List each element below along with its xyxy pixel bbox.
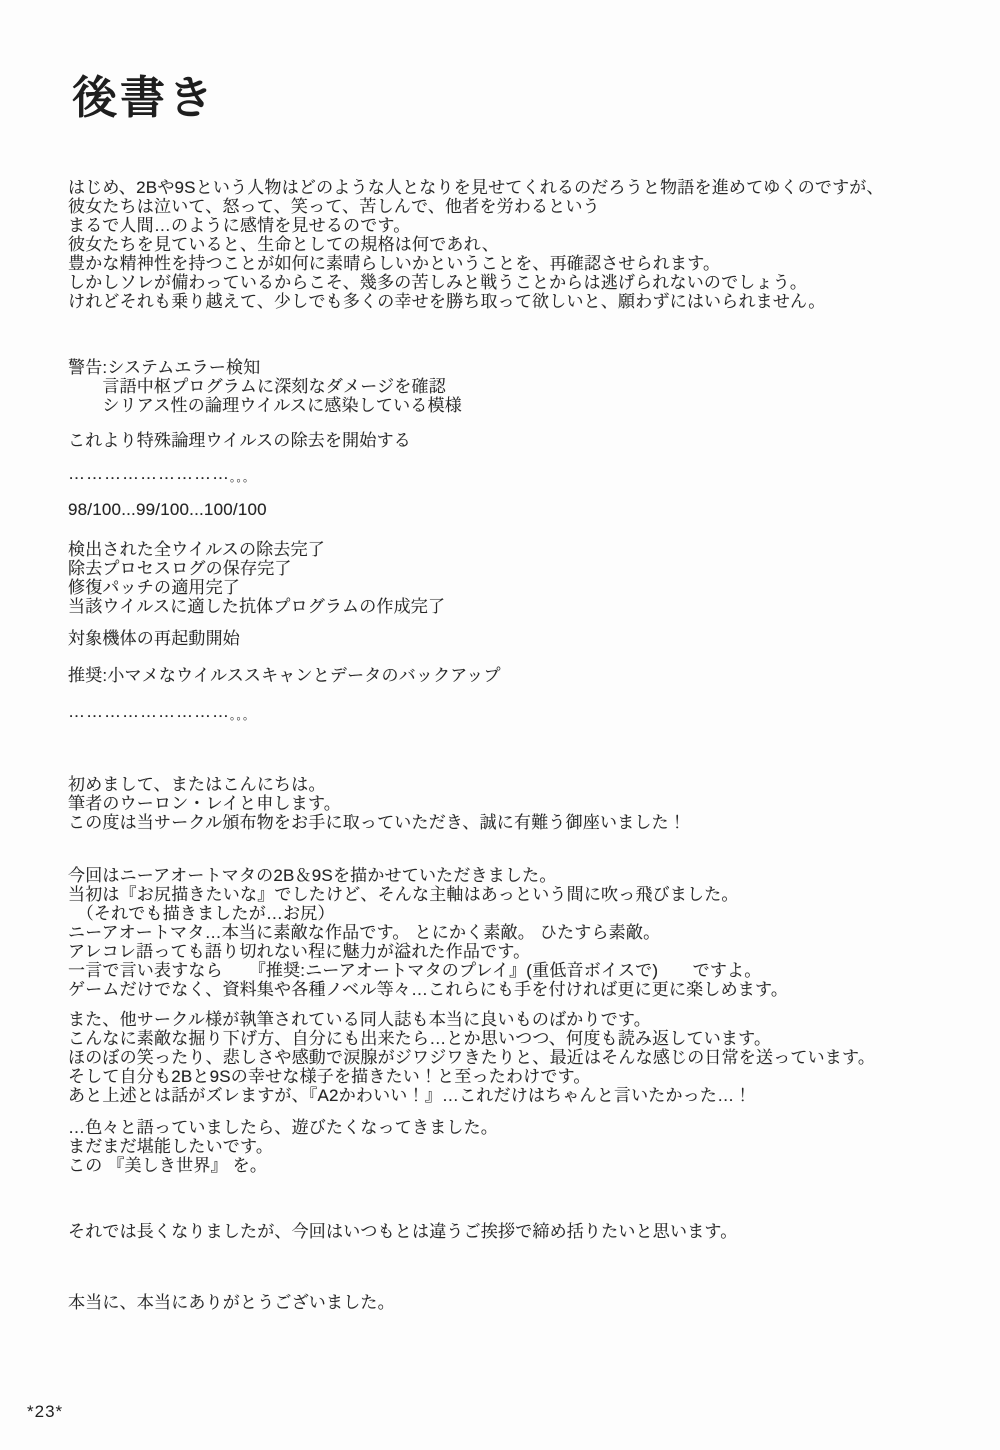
- work-comments: [68, 866, 788, 999]
- text-line: 言語中枢プログラムに深刻なダメージを確認: [68, 377, 446, 396]
- text-line: これより特殊論理ウイルスの除去を開始する: [68, 431, 411, 450]
- text-line: そして自分も2Bと9Sの幸せな様子を描きたい！と至ったわけです。: [68, 1067, 591, 1086]
- progress-trailing-circles: 。。。: [230, 710, 255, 722]
- play-desire: [68, 1118, 498, 1175]
- text-line: 豊かな精神性を持つことが如何に素晴らしいかということを、再確認させられます。: [68, 254, 721, 273]
- text-line: こんなに素敵な掘り下げ方、自分にも出来たら…とか思いつつ、何度も読み返しています。: [68, 1029, 772, 1048]
- text-line: アレコレ語っても語り切れない程に魅力が溢れた作品です。: [68, 942, 531, 961]
- page-number: *23*: [27, 1402, 64, 1421]
- text-line: この 『美しき世界』 を。: [68, 1156, 268, 1175]
- text-line: 対象機体の再起動開始: [68, 629, 240, 648]
- text-line: 彼女たちは泣いて、怒って、笑って、苦しんで、他者を労わるという: [68, 197, 600, 216]
- text-line: それでは長くなりましたが、今回はいつもとは違うご挨拶で締め括りたいと思います。: [68, 1222, 738, 1241]
- removal-complete-log: [68, 540, 445, 616]
- greeting: [68, 775, 686, 832]
- text-line: 初めまして、またはこんにちは。: [68, 775, 326, 794]
- text-line: 一言で言い表すなら 『推奨:ニーアオートマタのプレイ』(重低音ボイスで) ですよ。: [68, 961, 762, 980]
- reboot-start: [68, 629, 240, 648]
- progress-dots-2: [68, 702, 255, 724]
- progress-dots-1: [68, 464, 255, 486]
- text-line: ニーアオートマタ…本当に素敵な作品です。 とにかく素敵。 ひたすら素敵。: [68, 923, 661, 942]
- text-line: まるで人間…のように感情を見せるのです。: [68, 216, 411, 235]
- doujin-comments: [68, 1010, 875, 1105]
- progress-leader-dots: ………………………: [68, 702, 230, 721]
- text-line: …色々と語っていましたら、遊びたくなってきました。: [68, 1118, 498, 1137]
- text-line: 筆者のウーロン・レイと申します。: [68, 794, 341, 813]
- text-line: 本当に、本当にありがとうございました。: [68, 1293, 395, 1312]
- closing-remark: [68, 1222, 737, 1241]
- text-line: 当初は『お尻描きたいな』でしたけど、そんな主軸はあっという間に吹っ飛びました。: [68, 885, 739, 904]
- text-line: ほのぼの笑ったり、悲しさや感動で涙腺がジワジワきたりと、最近はそんな感じの日常を送っています。: [68, 1048, 876, 1067]
- text-line: 推奨:小マメなウイルススキャンとデータのバックアップ: [68, 666, 501, 685]
- text-line: また、他サークル様が執筆されている同人誌も本当に良いものばかりです。: [68, 1010, 651, 1029]
- text-line: けれどそれも乗り越えて、少しでも多くの幸せを勝ち取って欲しいと、願わずにはいられません。: [68, 292, 826, 311]
- text-line: しかしソレが備わっているからこそ、幾多の苦しみと戦うことからは逃げられないのでしょう。: [68, 273, 808, 292]
- text-line: はじめ、2Bや9Sという人物はどのような人となりを見せてくれるのだろうと物語を進めてゆくのですが、: [68, 178, 884, 197]
- system-warning: [68, 358, 462, 415]
- text-line: 修復パッチの適用完了: [68, 578, 240, 597]
- text-line: 当該ウイルスに適した抗体プログラムの作成完了: [68, 597, 446, 616]
- recommendation: [68, 666, 501, 685]
- page-title: 後書き: [72, 72, 217, 123]
- text-line: この度は当サークル頒布物をお手に取っていただき、誠に有難う御座いました！: [68, 813, 687, 832]
- thanks: [68, 1293, 395, 1312]
- text-line: ゲームだけでなく、資料集や各種ノベル等々…これらにも手を付ければ更に更に楽しめます。: [68, 980, 789, 999]
- text-line: まだまだ堪能したいです。: [68, 1137, 274, 1156]
- virus-removal-start: [68, 431, 411, 450]
- text-line: （それでも描きましたが…お尻）: [68, 904, 335, 923]
- text-line: 今回はニーアオートマタの2B＆9Sを描かせていただきました。: [68, 866, 557, 885]
- text-line: 警告:システムエラー検知: [68, 358, 261, 377]
- text-line: シリアス性の論理ウイルスに感染している模様: [68, 396, 462, 415]
- text-line: あと上述とは話がズレますが、『A2かわいい！』…これだけはちゃんと言いたかった…！: [68, 1086, 752, 1105]
- intro-paragraph: [68, 178, 884, 311]
- text-line: 除去プロセスログの保存完了: [68, 559, 292, 578]
- progress-leader-dots: ………………………: [68, 464, 230, 483]
- text-line: 彼女たちを見ていると、生命としての規格は何であれ、: [68, 235, 500, 254]
- text-line: 98/100...99/100...100/100: [68, 500, 267, 519]
- text-line: 検出された全ウイルスの除去完了: [68, 540, 325, 559]
- progress-trailing-circles: 。。。: [230, 472, 255, 484]
- progress-counter: [68, 500, 267, 519]
